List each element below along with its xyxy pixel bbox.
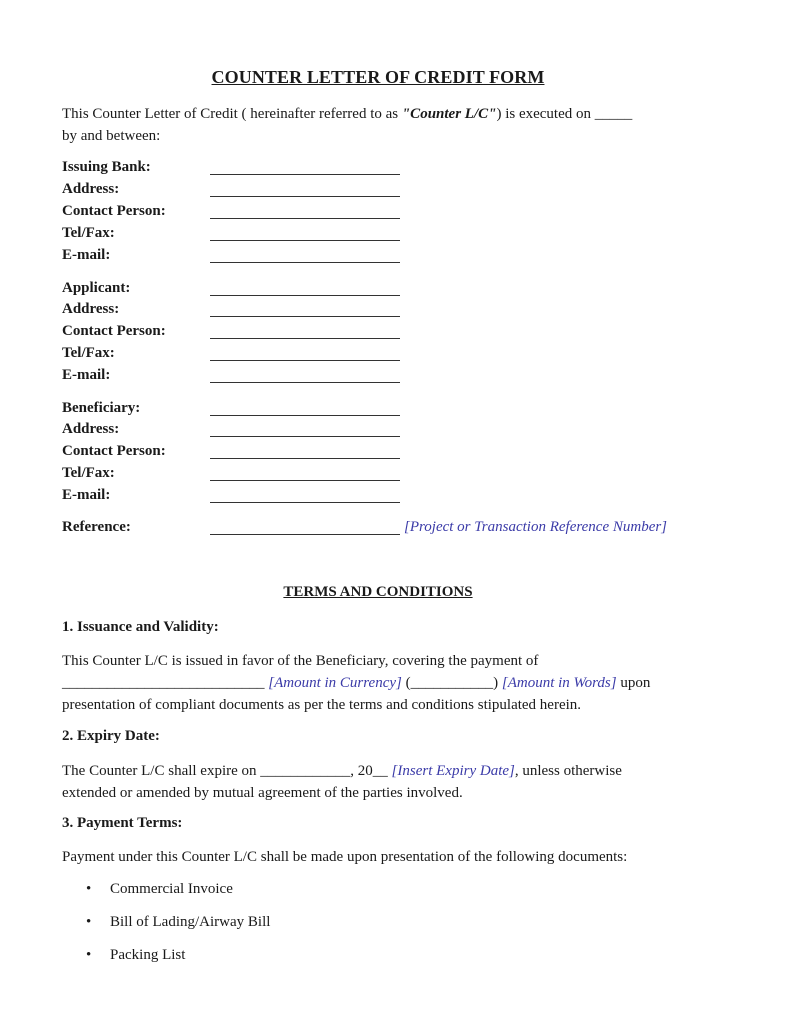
list-item: [62, 911, 270, 944]
intro-line2: by and between:: [62, 128, 161, 144]
beneficiary-input[interactable]: [210, 415, 400, 416]
reference-input[interactable]: [210, 534, 400, 535]
section-heading-payment: 3. Payment Terms:: [62, 815, 183, 831]
amount-currency-blank[interactable]: ___________________________: [62, 675, 265, 691]
field-label: Tel/Fax:: [62, 345, 115, 361]
intro-paragraph: [62, 103, 702, 147]
expiry-text-before: The Counter L/C shall expire on: [62, 763, 261, 779]
applicant-email-input[interactable]: [210, 382, 400, 383]
field-label: Contact Person:: [62, 443, 166, 459]
list-item-text: Packing List: [110, 947, 186, 963]
upon-text: upon: [620, 675, 651, 691]
expiry-line2: extended or amended by mutual agreement of the parties involved.: [62, 785, 463, 801]
beneficiary-address-input[interactable]: [210, 436, 400, 437]
section-heading-issuance: 1. Issuance and Validity:: [62, 619, 219, 635]
section-expiry-text: [62, 760, 702, 804]
terms-title: TERMS AND CONDITIONS: [283, 584, 473, 600]
field-label: E-mail:: [62, 367, 111, 383]
field-label: Contact Person:: [62, 203, 166, 219]
beneficiary-email-input[interactable]: [210, 502, 400, 503]
field-label: E-mail:: [62, 487, 111, 503]
intro-text: This Counter Letter of Credit ( hereinafter referred to as: [62, 106, 402, 122]
issuing-bank-contact-input[interactable]: [210, 218, 400, 219]
applicant-telfax-input[interactable]: [210, 360, 400, 361]
amount-words-hint: [Amount in Words]: [501, 675, 617, 691]
field-label: Address:: [62, 301, 120, 317]
issuance-line1: This Counter L/C is issued in favor of the Beneficiary, covering the payment of: [62, 653, 539, 669]
required-documents-list: [62, 878, 270, 977]
section-issuance-text: [62, 650, 702, 716]
expiry-date-hint: [Insert Expiry Date]: [391, 763, 515, 779]
paren-open: (: [405, 675, 411, 691]
issuing-bank-address-input[interactable]: [210, 196, 400, 197]
issuing-bank-email-input[interactable]: [210, 262, 400, 263]
applicant-address-input[interactable]: [210, 316, 400, 317]
reference-hint: [Project or Transaction Reference Number]: [404, 519, 668, 535]
field-label: Tel/Fax:: [62, 225, 115, 241]
section-heading-expiry: 2. Expiry Date:: [62, 728, 160, 744]
document-title: COUNTER LETTER OF CREDIT FORM: [211, 67, 545, 87]
list-item-text: Bill of Lading/Airway Bill: [110, 914, 271, 930]
issuing-bank-telfax-input[interactable]: [210, 240, 400, 241]
bullet-icon: •: [86, 947, 92, 963]
expiry-date-blank[interactable]: ____________: [260, 763, 351, 779]
field-label: E-mail:: [62, 247, 111, 263]
list-item: [62, 944, 270, 977]
field-label: Address:: [62, 181, 120, 197]
beneficiary-telfax-input[interactable]: [210, 480, 400, 481]
list-item-text: Commercial Invoice: [110, 881, 233, 897]
applicant-input[interactable]: [210, 295, 400, 296]
bullet-icon: •: [86, 914, 92, 930]
field-label: Address:: [62, 421, 120, 437]
expiry-text-after: , unless otherwise: [514, 763, 622, 779]
field-label: Applicant:: [62, 280, 131, 296]
amount-words-blank[interactable]: ___________: [410, 675, 494, 691]
field-label: Tel/Fax:: [62, 465, 115, 481]
field-label: Beneficiary:: [62, 400, 141, 416]
field-label: Contact Person:: [62, 323, 166, 339]
amount-currency-hint: [Amount in Currency]: [268, 675, 402, 691]
expiry-year[interactable]: , 20__: [350, 763, 388, 779]
beneficiary-contact-input[interactable]: [210, 458, 400, 459]
field-label: Reference:: [62, 519, 131, 535]
field-label: Issuing Bank:: [62, 159, 151, 175]
section-payment-text: Payment under this Counter L/C shall be made upon presentation of the following documents:: [62, 849, 628, 865]
paren-close: ): [493, 675, 499, 691]
applicant-contact-input[interactable]: [210, 338, 400, 339]
defined-term: "Counter L/C": [401, 106, 497, 122]
issuing-bank-input[interactable]: [210, 174, 400, 175]
execution-date-blank[interactable]: _____: [594, 106, 633, 122]
issuance-line3: presentation of compliant documents as per the terms and conditions stipulated herein.: [62, 697, 582, 713]
intro-text-after: ) is executed on: [496, 106, 595, 122]
list-item: [62, 878, 270, 911]
bullet-icon: •: [86, 881, 92, 897]
